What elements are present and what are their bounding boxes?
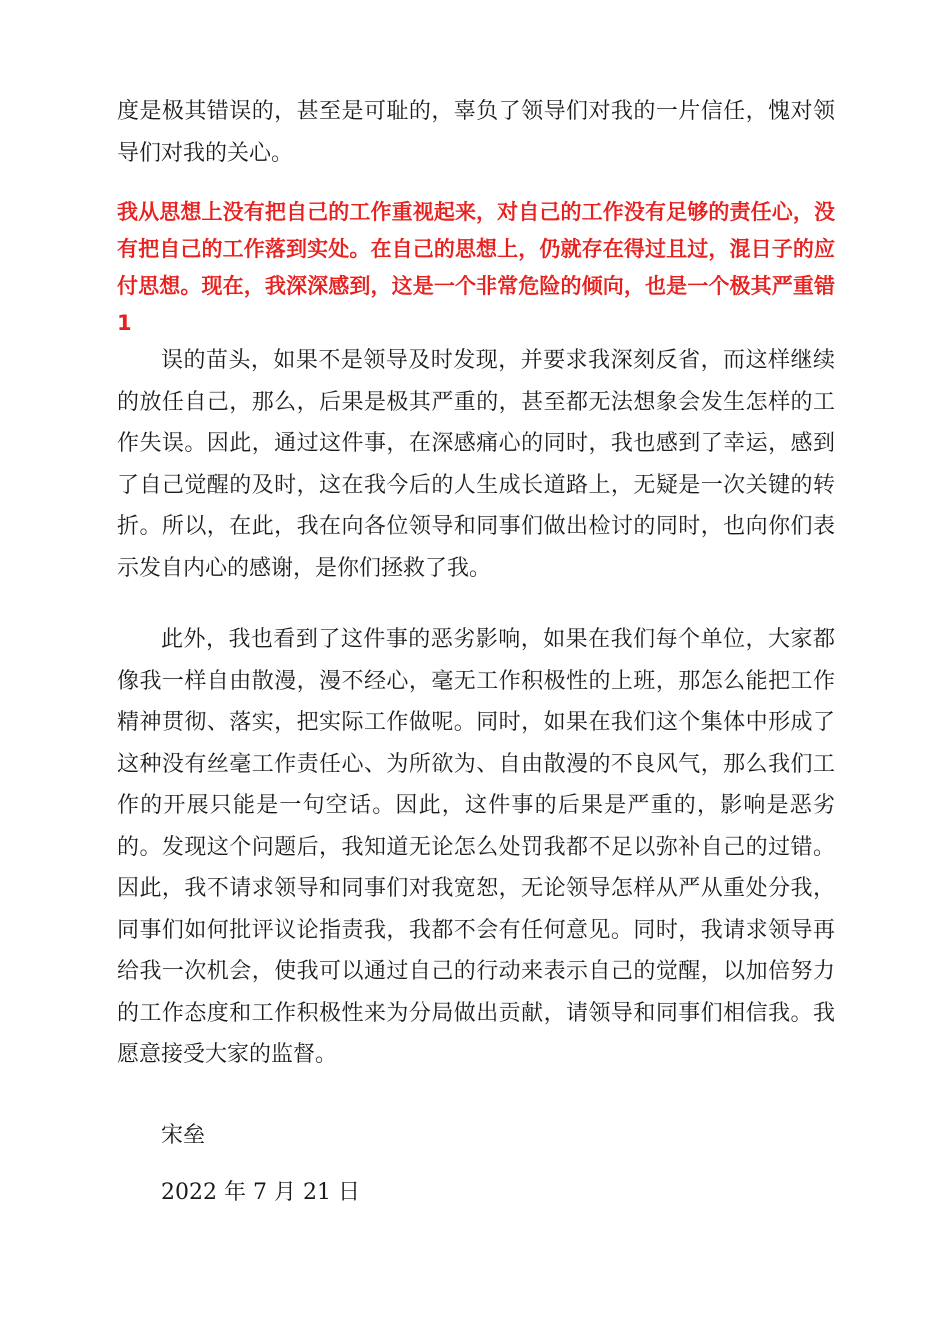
date: 2022 年 7 月 21 日 <box>161 1180 360 1205</box>
signature: 宋垒 <box>161 1123 206 1148</box>
highlighted-paragraph: 我从思想上没有把自己的工作重视起来，对自己的工作没有足够的责任心，没有把自己的工作落到实处。在自己的思想上，仍就存在得过且过，混日子的应付思想。现在，我深深感到，这是一个非常危险的倾向，也是一个极其严重错 1 <box>117 200 835 335</box>
body-paragraph-1: 误的苗头，如果不是领导及时发现，并要求我深刻反省，而这样继续的放任自己，那么，后果是极其严重的，甚至都无法想象会发生怎样的工作失误。因此，通过这件事，在深感痛心的同时，我也感到了幸运，感到了自己觉醒的及时，这在我今后的人生成长道路上，无疑是一次关键的转折。所以，在此，我在向各位领导和同事们做出检讨的同时，也向你们表示发自内心的感谢，是你们拯救了我。 <box>117 348 835 581</box>
body-paragraph-2: 此外，我也看到了这件事的恶劣影响，如果在我们每个单位，大家都像我一样自由散漫，漫不经心，毫无工作积极性的上班，那怎么能把工作精神贯彻、落实，把实际工作做呢。同时，如果在我们这个集体中形成了这种没有丝毫工作责任心、为所欲为、自由散漫的不良风气，那么我们工作的开展只能是一句空话。因此，这件事的后果是严重的，影响是恶劣的。发现这个问题后，我知道无论怎么处罚我都不足以弥补自己的过错。因此，我不请求领导和同事们对我宽恕，无论领导怎样从严从重处分我，同事们如何批评议论指责我，我都不会有任何意见。同时，我请求领导再给我一次机会，使我可以通过自己的行动来表示自己的觉醒，以加倍努力的工作态度和工作积极性来为分局做出贡献，请领导和同事们相信我。我愿意接受大家的监督。 <box>117 627 835 1067</box>
intro-paragraph: 度是极其错误的，甚至是可耻的，辜负了领导们对我的一片信任，愧对领导们对我的关心。 <box>117 99 835 166</box>
